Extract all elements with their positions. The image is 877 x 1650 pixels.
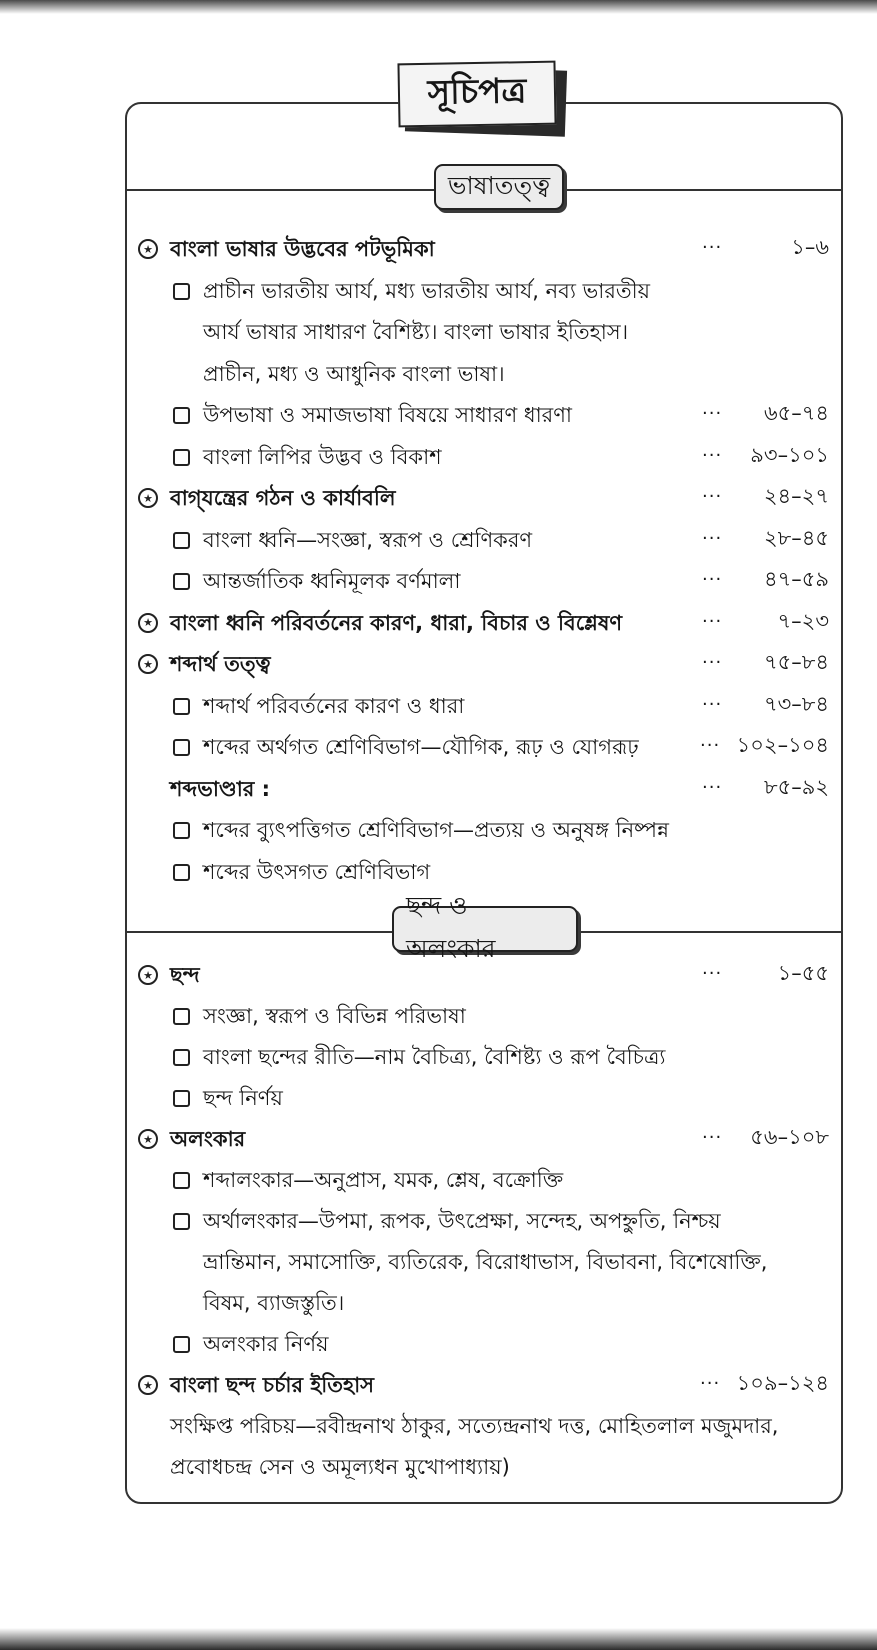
toc-row bbox=[0, 355, 877, 397]
toc-entry-text: সংক্ষিপ্ত পরিচয়—রবীন্দ্রনাথ ঠাকুর, সত্যেন্দ্রনাথ দত্ত, মোহিতলাল মজুমদার, bbox=[170, 1414, 779, 1438]
toc-row bbox=[0, 1243, 877, 1285]
star-bullet-icon: ★ bbox=[138, 965, 158, 985]
leader-dots: ... bbox=[702, 439, 723, 461]
toc-entry-text: বাংলা লিপির উদ্ভব ও বিকাশ bbox=[203, 444, 442, 469]
toc-row bbox=[0, 687, 877, 729]
toc-row bbox=[0, 1366, 877, 1408]
checkbox-bullet-icon bbox=[173, 283, 190, 300]
toc-entry-text: অলংকার নির্ণয় bbox=[203, 1332, 329, 1356]
checkbox-bullet-icon bbox=[173, 573, 190, 590]
toc-entry-text: শব্দের উৎসগত শ্রেণিবিভাগ bbox=[203, 859, 431, 884]
toc-entry-text: বিষম, ব্যাজস্তুতি। bbox=[203, 1291, 345, 1315]
star-bullet-icon: ★ bbox=[138, 654, 158, 674]
toc-row bbox=[0, 479, 877, 521]
toc-row bbox=[0, 997, 877, 1039]
toc-entry-text: বাগ্‌যন্ত্রের গঠন ও কার্যাবলি bbox=[170, 486, 396, 510]
toc-entry-text: শব্দের অর্থগত শ্রেণিবিভাগ—যৌগিক, রূঢ় ও যোগরূঢ় bbox=[203, 735, 639, 759]
toc-entry-text: বাংলা ধ্বনি পরিবর্তনের কারণ, ধারা, বিচার ও বিশ্লেষণ bbox=[170, 610, 623, 635]
toc-row bbox=[0, 521, 877, 563]
checkbox-bullet-icon bbox=[173, 864, 190, 881]
toc-row bbox=[0, 1038, 877, 1080]
star-bullet-icon: ★ bbox=[138, 239, 158, 259]
checkbox-bullet-icon bbox=[173, 698, 190, 715]
page-edge-shadow bbox=[0, 0, 877, 14]
toc-row bbox=[0, 1284, 877, 1326]
toc-entry-text: উপভাষা ও সমাজভাষা বিষয়ে সাধারণ ধারণা bbox=[203, 403, 573, 427]
checkbox-bullet-icon bbox=[173, 1090, 190, 1107]
star-bullet-icon: ★ bbox=[138, 1129, 158, 1149]
toc-row bbox=[0, 956, 877, 998]
page-range: ৬৫–৭৪ bbox=[763, 401, 829, 425]
leader-dots: ... bbox=[702, 398, 723, 419]
toc-row bbox=[0, 313, 877, 355]
leader-dots: ... bbox=[702, 605, 723, 627]
leader-dots: ... bbox=[702, 958, 723, 979]
toc-entry-text: অলংকার bbox=[170, 1127, 246, 1151]
checkbox-bullet-icon bbox=[173, 1049, 190, 1066]
checkbox-bullet-icon bbox=[173, 1172, 190, 1189]
leader-dots: ... bbox=[702, 522, 723, 544]
page-range: ৭৫–৮৪ bbox=[763, 650, 829, 674]
toc-entry-text: বাংলা ছন্দের রীতি—নাম বৈচিত্র্য, বৈশিষ্ট্য ও রূপ বৈচিত্র্য bbox=[203, 1045, 666, 1069]
toc-entry-text: ভ্রান্তিমান, সমাসোক্তি, ব্যতিরেক, বিরোধাভাস, বিভাবনা, বিশেষোক্তি, bbox=[203, 1250, 768, 1274]
toc-row bbox=[0, 811, 877, 853]
checkbox-bullet-icon bbox=[173, 407, 190, 424]
toc-row bbox=[0, 604, 877, 646]
page-edge-shadow-bottom bbox=[0, 1628, 877, 1650]
toc-row bbox=[0, 1120, 877, 1162]
page-range: ১–৬ bbox=[791, 235, 829, 259]
checkbox-bullet-icon bbox=[173, 1213, 190, 1230]
toc-row bbox=[0, 230, 877, 272]
toc-row bbox=[0, 1202, 877, 1244]
checkbox-bullet-icon bbox=[173, 449, 190, 466]
toc-entry-text: বাংলা ধ্বনি—সংজ্ঞা, স্বরূপ ও শ্রেণিকরণ bbox=[203, 527, 533, 552]
toc-entry-text: প্রাচীন, মধ্য ও আধুনিক বাংলা ভাষা। bbox=[203, 361, 505, 386]
page-range: ৮৫–৯২ bbox=[763, 774, 829, 799]
star-bullet-icon: ★ bbox=[138, 488, 158, 508]
page-range: ৭–২৩ bbox=[777, 608, 829, 633]
page-range: ৯৩–১০১ bbox=[750, 442, 829, 467]
star-bullet-icon: ★ bbox=[138, 613, 158, 633]
page-title: সূচিপত্র bbox=[397, 61, 556, 128]
toc-row bbox=[0, 853, 877, 895]
toc-entry-text: শব্দার্থ তত্ত্ব bbox=[170, 652, 271, 676]
toc-row bbox=[0, 1325, 877, 1367]
page-range: ২৮–৪৫ bbox=[763, 525, 829, 550]
section-heading-language: ভাষাতত্ত্ব bbox=[434, 164, 564, 210]
title-badge bbox=[398, 60, 570, 140]
toc-entry-text: শব্দার্থ পরিবর্তনের কারণ ও ধারা bbox=[203, 693, 465, 718]
leader-dots: ... bbox=[700, 1368, 721, 1389]
toc-row bbox=[0, 1161, 877, 1203]
leader-dots: ... bbox=[702, 1122, 723, 1143]
page-range: ৭৩–৮৪ bbox=[763, 691, 829, 716]
page-range: ১–৫৫ bbox=[777, 961, 829, 985]
leader-dots: ... bbox=[702, 771, 723, 793]
toc-row bbox=[0, 1079, 877, 1121]
toc-row bbox=[0, 272, 877, 314]
toc-entry-text: শব্দভাণ্ডার : bbox=[170, 776, 271, 801]
page-range: ৫৬–১০৮ bbox=[750, 1125, 829, 1149]
checkbox-bullet-icon bbox=[173, 532, 190, 549]
leader-dots: ... bbox=[702, 481, 723, 502]
toc-row bbox=[0, 728, 877, 770]
toc-entry-text: প্রবোধচন্দ্র সেন ও অমূল্যধন মুখোপাধ্যায়) bbox=[170, 1455, 510, 1479]
toc-row bbox=[0, 1448, 877, 1490]
page-range: ৪৭–৫৯ bbox=[763, 567, 829, 591]
toc-entry-text: সংজ্ঞা, স্বরূপ ও বিভিন্ন পরিভাষা bbox=[203, 1004, 466, 1028]
toc-entry-text: বাংলা ছন্দ চর্চার ইতিহাস bbox=[170, 1373, 375, 1397]
leader-dots: ... bbox=[702, 647, 723, 668]
checkbox-bullet-icon bbox=[173, 1008, 190, 1025]
page-range: ১০৯–১২৪ bbox=[736, 1371, 829, 1395]
toc-entry-text: আর্য ভাষার সাধারণ বৈশিষ্ট্য। বাংলা ভাষার ইতিহাস। bbox=[203, 320, 629, 344]
toc-row bbox=[0, 1407, 877, 1449]
toc-row bbox=[0, 438, 877, 480]
star-bullet-icon: ★ bbox=[138, 1375, 158, 1395]
toc-entry-text: ছন্দ নির্ণয় bbox=[203, 1086, 283, 1110]
leader-dots: ... bbox=[700, 730, 721, 751]
page-range: ১০২–১০৪ bbox=[736, 733, 829, 757]
page-range: ২৪–২৭ bbox=[763, 484, 829, 508]
toc-row bbox=[0, 770, 877, 812]
leader-dots: ... bbox=[702, 232, 723, 253]
toc-entry-text: শব্দালংকার—অনুপ্রাস, যমক, শ্লেষ, বক্রোক্তি bbox=[203, 1168, 564, 1192]
toc-entry-text: বাংলা ভাষার উদ্ভবের পটভূমিকা bbox=[170, 237, 435, 261]
toc-entry-text: শব্দের ব্যুৎপত্তিগত শ্রেণিবিভাগ—প্রত্যয় ও অনুষঙ্গ নিষ্পন্ন bbox=[203, 818, 669, 842]
leader-dots: ... bbox=[702, 564, 723, 585]
toc-row bbox=[0, 562, 877, 604]
toc-entry-text: আন্তর্জাতিক ধ্বনিমূলক বর্ণমালা bbox=[203, 569, 461, 593]
toc-entry-text: ছন্দ bbox=[170, 963, 200, 987]
section-heading-prosody: ছন্দ ও অলংকার bbox=[392, 906, 578, 952]
toc-row bbox=[0, 396, 877, 438]
toc-row bbox=[0, 645, 877, 687]
checkbox-bullet-icon bbox=[173, 1336, 190, 1353]
checkbox-bullet-icon bbox=[173, 822, 190, 839]
checkbox-bullet-icon bbox=[173, 739, 190, 756]
toc-entry-text: অর্থালংকার—উপমা, রূপক, উৎপ্রেক্ষা, সন্দেহ, অপহ্নুতি, নিশ্চয় bbox=[203, 1209, 721, 1233]
leader-dots: ... bbox=[702, 688, 723, 710]
toc-entry-text: প্রাচীন ভারতীয় আর্য, মধ্য ভারতীয় আর্য, নব্য ভারতীয় bbox=[203, 278, 651, 303]
